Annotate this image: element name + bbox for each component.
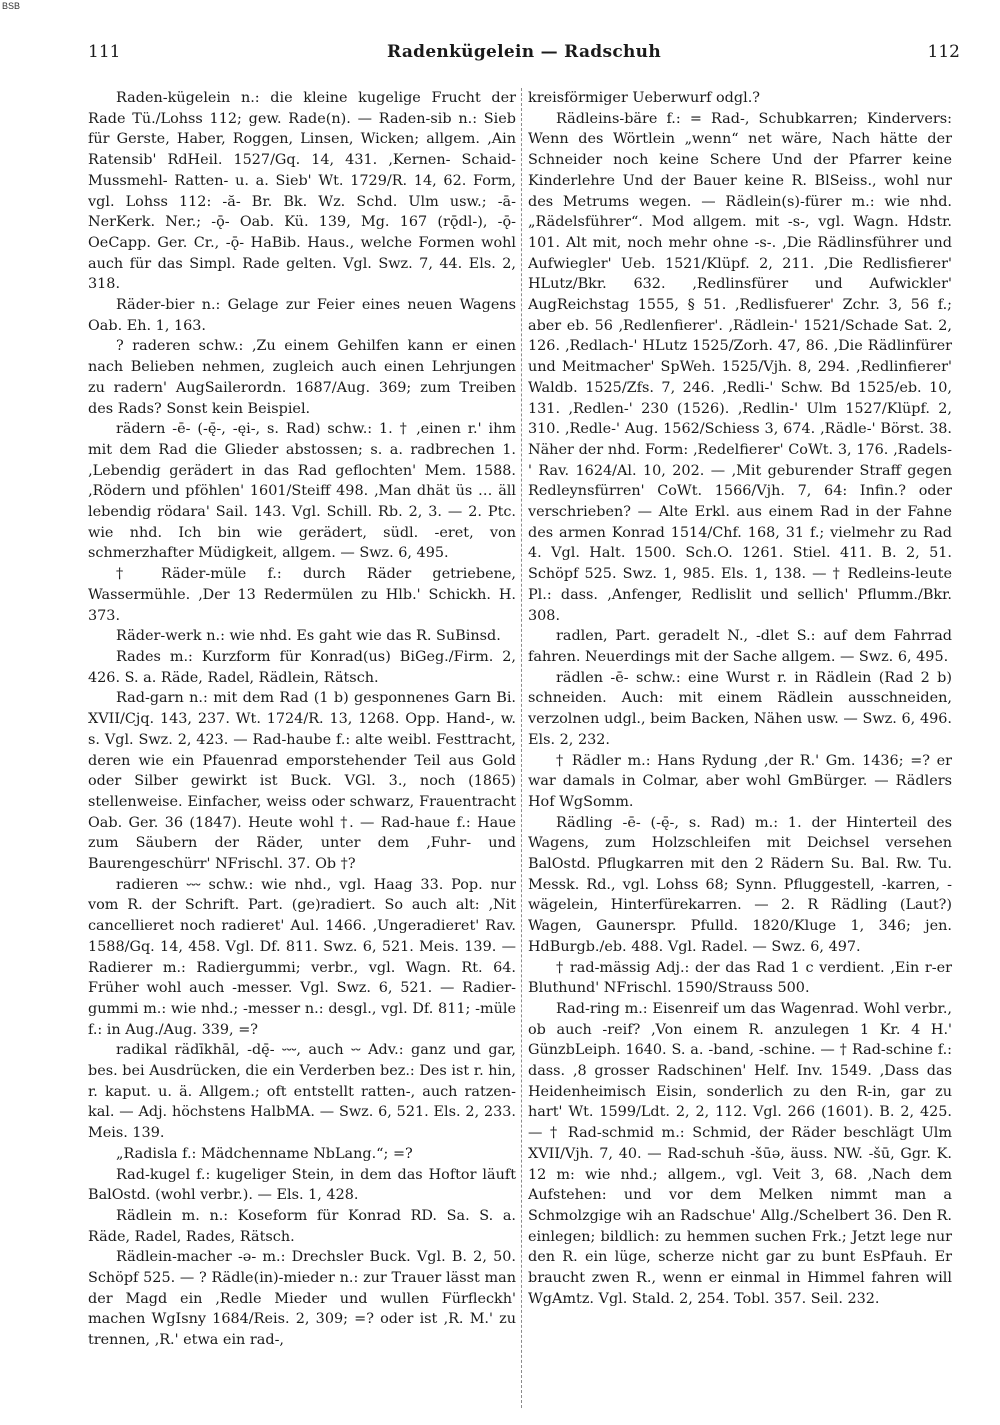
right-column [528, 88, 952, 1408]
dictionary-entry: rädlen -ē- schw.: eine Wurst r. in Rädlein (Rad 2 b) schneiden. Auch: mit einem Rädlein ausschneiden, verzolnen udgl., beim Backen, Nähen usw. — Swz. 6, 496. Els. 2, 232. [528, 669, 952, 748]
dictionary-entry: † Rädler m.: Hans Rydung ‚der R.' Gm. 1436; =? er war damals in Colmar, aber wohl GmBürger. — Rädlers Hof WgSomm. [528, 752, 952, 810]
dictionary-entry: Rad-kugel f.: kugeliger Stein, in dem das Hoftor läuft BalOstd. (wohl verbr.). — Els. 1, 428. [88, 1166, 516, 1204]
dictionary-entry: Rädleins-bäre f.: = Rad-, Schubkarren; Kindervers: Wenn des Wörtlein „wenn“ net wäre, Nach hätte der Schneider noch keine Schere Und der Pfarrer keine Kinderlehre Und der Bauer keine R. BlSeiss., wohl nur des Metrums wegen. — Rädlein(s)-fürer m.: wie nhd. „Rädelsführer“. Mod allgem. mit -s-, vgl. Wagn. Hdstr. 101. Alt mit, noch mehr ohne -s-. ‚Die Rädlinsführer und Aufwiegler' Ueb. 1521/Klüpf. 2, 211. ‚Die Redlisfierer' HLutz/Bkr. 632. ‚Redlinsfürer und Aufwickler' AugReichstag 1555, § 51. ‚Redlisfuerer' Zchr. 3, 56 f.; aber eb. 56 ‚Redlenfierer'. ‚Rädlein-' 1521/Schade Sat. 2, 126. ‚Redlach-' HLutz 1525/Zorh. 47, 86. ‚Die Rädlinfürer und Meitmacher' SpWeh. 1525/Vjh. 8, 294. ‚Redlinfierer' Waldb. 1525/Zfs. 7, 246. ‚Redli-' Schw. Bd 1525/eb. 10, 131. ‚Redlen-' 230 (1526). ‚Redlin-' Ulm 1527/Klüpf. 2, 310. ‚Redle-' Aug. 1562/Schiess 3, 674. ‚Rädle-' Börst. 38. Näher der nhd. Form: ‚Redelfierer' CoWt. 3, 176. ‚Radels-' Rav. 1624/Al. 10, 202. — ‚Mit geburender Straff gegen Redleynsfürren' CoWt. 1566/Vjh. 7, 64: Infin.? oder verschrieben? — Alte Erkl. aus einem Rad in der Fahne des armen Konrad 1514/Chf. 168, 31 f.; vielmehr zu Rad 4. Vgl. Halt. 1500. Sch.O. 1261. Stiel. 411. B. 2, 51. Schöpf 525. Swz. 1, 985. Els. 1, 138. — † Redleins-leute Pl.: dass. ‚Anfenger, Redlislit und sellich' Pflumm./Bkr. 308. [528, 110, 952, 624]
dictionary-entry: radikal rädīkhāl, -dę̄- ⏑⏑⏑, auch ⏑⏑ Adv.: ganz und gar, bes. bei Ausdrücken, die ein Verderben bez.: Des ist r. hin, r. kaput. u. ä. Allgem.; oft entstellt ratten-, auch ratzen-kal. — Adj. höchstens HalbMA. — Swz. 6, 521. Els. 2, 233. Meis. 139. [88, 1042, 516, 1142]
library-stamp: BSB [2, 1, 21, 11]
column-divider [521, 88, 522, 1408]
running-title: Radenkügelein — Radschuh [387, 42, 661, 62]
dictionary-entry: Rad-garn n.: mit dem Rad (1 b) gesponnenes Garn Bi. XVII/Cjq. 143, 237. Wt. 1724/R. 13, 1268. Opp. Hand-, w. s. Vgl. Swz. 2, 423. — Rad-haube f.: alte weibl. Festtracht, deren wie ein Pfauenrad emporstehender Teil aus Gold oder Silber gewirkt ist Buck. VGl. 3., noch (1865) stellenweise. Einfacher, weiss oder schwarz, Frauentracht Oab. Ger. 36 (1847). Heute wohl †. — Rad-haue f.: Haue zum Säubern der Räder, unter dem ‚Fuhr- und Baurengeschürr' NFrischl. 37. Ob †? [88, 690, 516, 873]
dictionary-entry: † rad-mässig Adj.: der das Rad 1 c verdient. ‚Ein r-er Bluthund' NFrischl. 1590/Strauss 500. [528, 959, 952, 997]
dictionary-entry: Räder-bier n.: Gelage zur Feier eines neuen Wagens Oab. Eh. 1, 163. [88, 297, 516, 334]
left-column [88, 88, 516, 1408]
dictionary-entry: radieren ⏑⏑⏑ schw.: wie nhd., vgl. Haag 33. Pop. nur vom R. der Schrift. Part. (ge)radiert. So auch alt: ‚Nit cancellieret noch radieret' Aul. 1466. ‚Ungeradieret' Rav. 1588/Gq. 14, 458. Vgl. Df. 811. Swz. 6, 521. Meis. 139. — Radierer m.: Radiergummi; verbr., vgl. Wagn. Rt. 64. Früher wohl auch -messer. Vgl. Swz. 6, 521. — Radier-gummi m.: wie nhd.; -messer n.: desgl., vgl. Df. 811; -müle f.: in Aug./Aug. 339, =? [88, 876, 516, 1038]
dictionary-entry: ? raderen schw.: ‚Zu einem Gehilfen kann er einen nach Belieben nehmen, zugleich auch einen Lehrjungen zu radern' AugSailerordn. 1687/Aug. 369; zum Treiben des Rads? Sonst kein Beispiel. [88, 338, 516, 417]
continued-entry: kreisförmiger Ueberwurf odgl.? [528, 90, 760, 106]
dictionary-entry: Raden-kügelein n.: die kleine kugelige Frucht der Rade Tü./Lohss 112; gew. Rade(n). — Raden-sib n.: Sieb für Gerste, Haber, Roggen, Linsen, Wicken; allgem. ‚Ain Ratensib' RdHeil. 1527/Gq. 14, 431. ‚Kernen- Schaid- Mussmehl- Ratten- u. a. Sieb' Wt. 1729/R. 14, 62. Form, vgl. Lohss 112: -ă- Br. Bk. Wz. Schd. Ulm usw.; -ā- NerKerk. Ner.; -ǭ- Oab. Kü. 139, Mg. 167 (rǭdl-), -ǭ- OeCapp. Ger. Cr., -ǭ- HaBib. Haus., welche Formen wohl auch für das Simpl. Rade gelten. Vgl. Swz. 7, 44. Els. 2, 318. [88, 90, 516, 293]
dictionary-entry: radlen, Part. geradelt N., -dlet S.: auf dem Fahrrad fahren. Neuerdings mit der Sache allgem. — Swz. 6, 495. [528, 628, 952, 665]
page-number-left: 111 [88, 42, 121, 62]
dictionary-entry: Rädlein m. n.: Koseform für Konrad RD. Sa. S. a. Räde, Radel, Rades, Rätsch. [88, 1207, 516, 1245]
dictionary-entry: † Räder-müle f.: durch Räder getriebene, Wassermühle. ‚Der 13 Redermülen zu Hlb.' Schickh. H. 373. [88, 566, 516, 624]
dictionary-entry: Rades m.: Kurzform für Konrad(us) BiGeg./Firm. 2, 426. S. a. Räde, Radel, Rädlein, Rätsch. [88, 648, 516, 686]
dictionary-entry: Rad-ring m.: Eisenreif um das Wagenrad. Wohl verbr., ob auch -reif? ‚Von einem R. anzulegen 1 Kr. 4 H.' GünzbLeiph. 1640. S. a. -band, -schine. — † Rad-schine f.: dass. ‚8 grosser Radschinen' Helf. Inv. 1549. ‚Dass das Heidenheimisch Eisin, sonderlich zu den R-in, gar zu hart' Wt. 1599/Ldt. 2, 2, 112. Vgl. 266 (1601). B. 2, 425. — † Rad-schmid m.: Schmid, der Räder beschlägt Ulm XVII/Vjh. 7, 40. — Rad-schuh -šūə, äuss. NW. -šū, Ggr. K. 12 m: wie nhd.; allgem., vgl. Veit 3, 68. ‚Nach dem Aufstehen: und vor dem Melken nimmt man a Schmolzgige wih an Radschue' Allg./Schelbert 36. Den R. einlegen; bildlich: zu hemmen suchen Frk.; Jetzt lege nur den R. ein lüge, scherze nicht gar zu bunt EsPfauh. Er braucht zwen R., wenn er einmal in Himmel fahren will WgAmtz. Vgl. Stald. 2, 254. Tobl. 357. Seil. 232. [528, 1000, 952, 1307]
page-header [88, 42, 960, 72]
dictionary-entry: Rädling -ē- (-ę̄-, s. Rad) m.: 1. der Hinterteil des Wagens, zum Holzschleifen mit Deichsel versehen BalOstd. Pflugkarren mit den 2 Rädern Su. Bal. Rw. Tu. Messk. Rd., vgl. Lohss 68; Synn. Pfluggestell, -karren, -wägelein, Hinterfürekarren. — 2. R Rädling (Laut?) Wagen, Gaunerspr. Pfulld. 1820/Kluge 1, 346; jen. HdBurgb./eb. 488. Vgl. Radel. — Swz. 6, 497. [528, 814, 952, 955]
page-number-right: 112 [927, 42, 960, 62]
dictionary-entry: Rädlein-macher -ə- m.: Drechsler Buck. Vgl. B. 2, 50. Schöpf 525. — ? Rädle(in)-mieder n.: zur Trauer lässt man der Magd ein ‚Redle Mieder und wullen Fürfleckh' machen WgIsny 1684/Reis. 2, 309; =? oder ist ‚R. M.' zu trennen, ‚R.' etwa ein rad-, [88, 1249, 516, 1349]
dictionary-entry: Räder-werk n.: wie nhd. Es gaht wie das R. SuBinsd. [116, 628, 501, 645]
dictionary-entry: rädern -ē- (-ę̄-, -ęi-, s. Rad) schw.: 1. † ‚einen r.' ihm mit dem Rad die Glieder abstossen; s. a. radbrechen 1. ‚Lebendig gerädert in das Rad geflochten' Mem. 1588. ‚Rödern und pföhlen' 1601/Steiff 498. ‚Man dhät üs … äll lebendig rödara' Sail. 143. Vgl. Schill. Rb. 2, 3. — 2. Ptc. wie nhd. Ich bin wie gerädert, südl. -eret, von schmerzhafter Müdigkeit, allgem. — Swz. 6, 495. [88, 421, 516, 562]
dictionary-entry: „Radisla f.: Mädchenname NbLang.“; =? [116, 1145, 413, 1162]
